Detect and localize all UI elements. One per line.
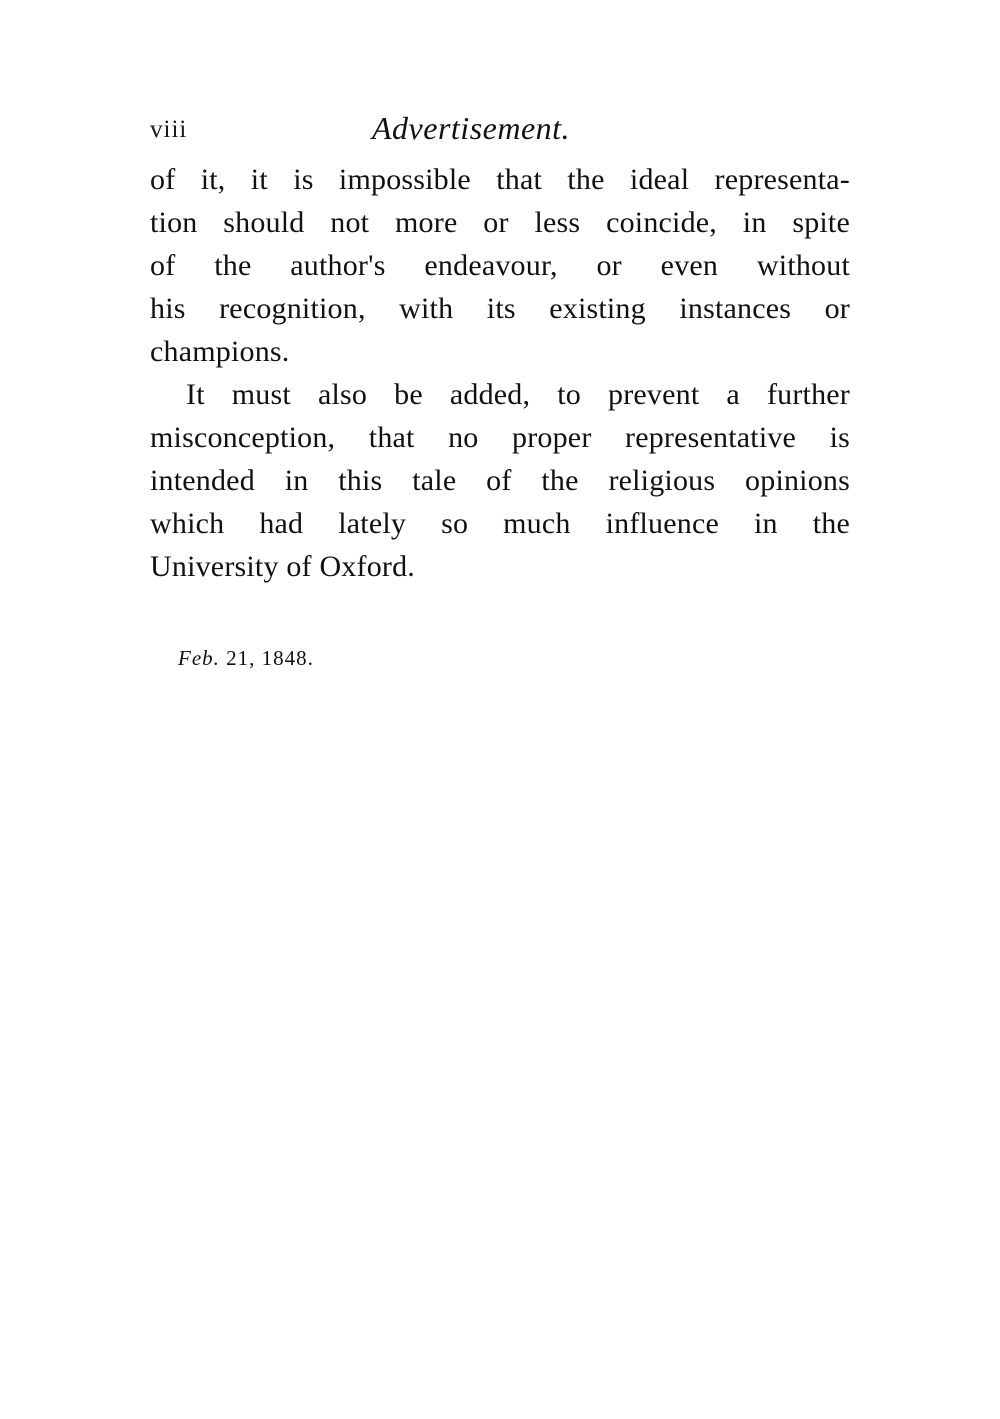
page [150,108,850,670]
running-head [150,108,850,158]
paragraph-1 [150,158,850,373]
text-line: his recognition, with its existing instances or [150,292,850,325]
text-line: intended in this tale of the religious opinions [150,464,850,497]
text-line: tion should not more or less coincide, in spite [150,206,850,239]
text-line: of the author's endeavour, or even without [150,249,850,282]
page-number: viii [150,116,188,143]
paragraph-2 [150,373,850,588]
running-title: Advertisement. [372,110,571,146]
date-month: Feb. [178,646,220,670]
date-day-year: 21, 1848. [226,646,314,670]
text-line: It must also be added, to prevent a further [186,378,850,411]
date-line [178,646,314,671]
text-line: which had lately so much influence in the [150,507,850,540]
text-line: University of Oxford. [150,550,415,583]
text-line: champions. [150,335,290,368]
text-line: misconception, that no proper representative is [150,421,850,454]
text-line: of it, it is impossible that the ideal representa- [150,163,850,196]
